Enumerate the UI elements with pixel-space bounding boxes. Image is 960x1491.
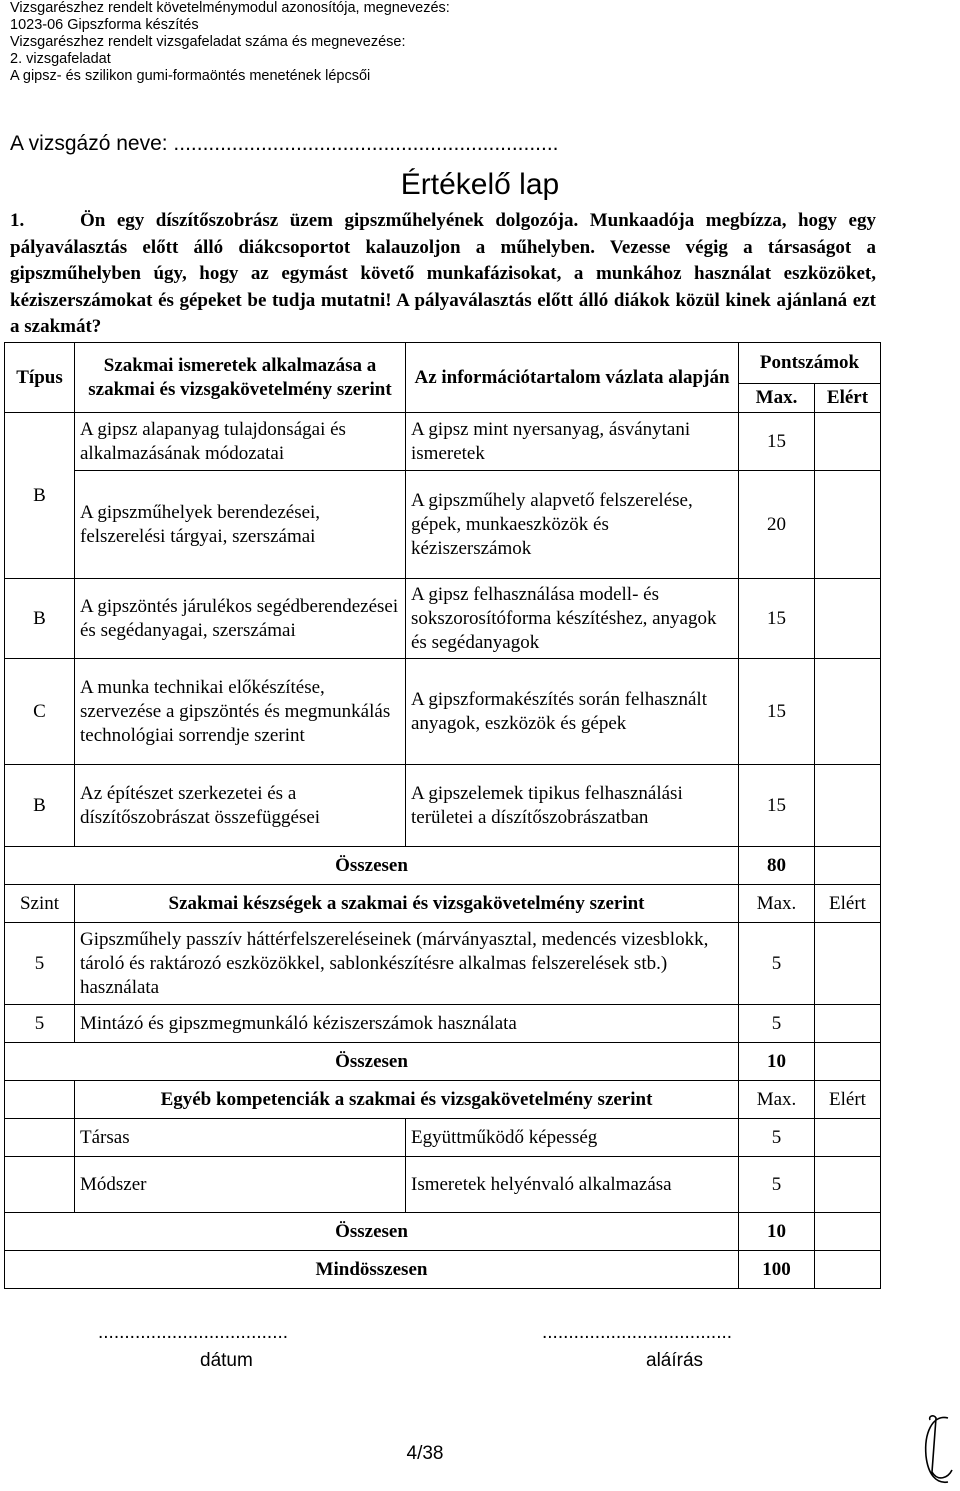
header-line: A gipsz- és szilikon gumi-formaöntés menetének lépcsői <box>10 68 371 84</box>
type-cell: C <box>5 659 75 765</box>
subtotal-achieved[interactable] <box>815 1213 881 1251</box>
empty-cell <box>5 1157 75 1213</box>
achieved-cell[interactable] <box>815 579 881 659</box>
skill-cell: Gipszműhely passzív háttérfelszereléseinek (márványasztal, medencés vizesblokk, tároló és raktározó eszközökkel, sablonkészítésre alkalmas felszerelések stb.) használata <box>75 923 739 1005</box>
table-row <box>5 1119 881 1157</box>
table-row <box>5 579 881 659</box>
type-cell: B <box>5 579 75 659</box>
other-header-row <box>5 1081 881 1119</box>
achieved-cell[interactable] <box>815 471 881 579</box>
other-header: Egyéb kompetenciák a szakmai és vizsgakövetelmény szerint <box>75 1081 739 1119</box>
info-header: Az információtartalom vázlata alapján <box>406 343 739 413</box>
table-row <box>5 765 881 847</box>
category-cell: Társas <box>75 1119 406 1157</box>
skill-cell: Mintázó és gipszmegmunkáló kéziszerszámok használata <box>75 1005 739 1043</box>
type-cell: B <box>5 765 75 847</box>
subtotal-max: 10 <box>739 1213 815 1251</box>
subtotal-achieved[interactable] <box>815 847 881 885</box>
table-row <box>5 413 881 471</box>
skills-header-row <box>5 885 881 923</box>
info-cell: A gipszformakészítés során felhasznált anyagok, eszközök és gépek <box>406 659 739 765</box>
grand-total-max: 100 <box>739 1251 815 1289</box>
max-cell: 5 <box>739 1005 815 1043</box>
achieved-cell[interactable] <box>815 1119 881 1157</box>
page-number: 4/38 <box>406 1443 444 1464</box>
table-header-row <box>5 343 881 384</box>
header-line: Vizsgarészhez rendelt vizsgafeladat száma és megnevezése: <box>10 34 406 50</box>
subtotal-max: 80 <box>739 847 815 885</box>
table-row <box>5 471 881 579</box>
competence-cell: Együttműködő képesség <box>406 1119 739 1157</box>
max-cell: 5 <box>739 923 815 1005</box>
subtotal-label: Összesen <box>5 847 739 885</box>
document-header <box>10 0 450 85</box>
achieved-cell[interactable] <box>815 413 881 471</box>
evaluation-table <box>4 342 881 1289</box>
subtotal-label: Összesen <box>5 1213 739 1251</box>
achieved-header: Elért <box>815 384 881 413</box>
skills-header: Szakmai készségek a szakmai és vizsgakövetelmény szerint <box>75 885 739 923</box>
category-cell: Módszer <box>75 1157 406 1213</box>
subtotal-row <box>5 1213 881 1251</box>
max-cell: 5 <box>739 1157 815 1213</box>
info-cell: A gipsz felhasználása modell- és sokszorosítóforma készítéshez, anyagok és segédanyagok <box>406 579 739 659</box>
knowledge-header: Szakmai ismeretek alkalmazása a szakmai és vizsgakövetelmény szerint <box>75 343 406 413</box>
max-cell: 5 <box>739 1119 815 1157</box>
points-header: Pontszámok <box>739 343 881 384</box>
achieved-cell[interactable] <box>815 765 881 847</box>
info-cell: A gipszelemek tipikus felhasználási területei a díszítőszobrászatban <box>406 765 739 847</box>
max-cell: 15 <box>739 579 815 659</box>
max-cell: 15 <box>739 659 815 765</box>
info-cell: A gipszműhely alapvető felszerelése, gépek, munkaeszközök és kéziszerszámok <box>406 471 739 579</box>
knowledge-cell: Az építészet szerkezetei és a díszítőszobrászat összefüggései <box>75 765 406 847</box>
grand-total-achieved[interactable] <box>815 1251 881 1289</box>
table-row <box>5 1157 881 1213</box>
subtotal-label: Összesen <box>5 1043 739 1081</box>
header-line: 2. vizsgafeladat <box>10 51 111 67</box>
achieved-header: Elért <box>815 1081 881 1119</box>
subtotal-row <box>5 847 881 885</box>
type-cell: B <box>5 413 75 579</box>
date-line: .................................... <box>98 1322 289 1343</box>
type-header: Típus <box>5 343 75 413</box>
grand-total-row <box>5 1251 881 1289</box>
achieved-cell[interactable] <box>815 923 881 1005</box>
empty-cell <box>5 1119 75 1157</box>
max-header: Max. <box>739 885 815 923</box>
table-row <box>5 923 881 1005</box>
table-row <box>5 1005 881 1043</box>
knowledge-cell: A gipszműhelyek berendezései, felszerelési tárgyai, szerszámai <box>75 471 406 579</box>
max-header: Max. <box>739 1081 815 1119</box>
page-title: Értékelő lap <box>400 168 560 201</box>
date-label: dátum <box>200 1350 253 1371</box>
max-cell: 15 <box>739 765 815 847</box>
achieved-cell[interactable] <box>815 659 881 765</box>
achieved-cell[interactable] <box>815 1157 881 1213</box>
task-description <box>10 208 876 341</box>
level-header: Szint <box>5 885 75 923</box>
max-cell: 15 <box>739 413 815 471</box>
knowledge-cell: A munka technikai előkészítése, szervezése a gipszöntés és megmunkálás technológiai sorrendje szerint <box>75 659 406 765</box>
signature-label: aláírás <box>646 1350 704 1371</box>
knowledge-cell: A gipsz alapanyag tulajdonságai és alkalmazásának módozatai <box>75 413 406 471</box>
empty-cell <box>5 1081 75 1119</box>
candidate-name-field: A vizsgázó neve: .................................................................. <box>10 132 559 155</box>
level-cell: 5 <box>5 1005 75 1043</box>
grand-total-label: Mindösszesen <box>5 1251 739 1289</box>
info-cell: A gipsz mint nyersanyag, ásványtani ismeretek <box>406 413 739 471</box>
table-row <box>5 659 881 765</box>
max-header: Max. <box>739 384 815 413</box>
handwritten-mark <box>918 1412 956 1488</box>
header-line: 1023-06 Gipszforma készítés <box>10 17 199 33</box>
competence-cell: Ismeretek helyénvaló alkalmazása <box>406 1157 739 1213</box>
task-number: 1. <box>10 210 25 231</box>
signature-line: .................................... <box>542 1322 733 1343</box>
subtotal-max: 10 <box>739 1043 815 1081</box>
subtotal-row <box>5 1043 881 1081</box>
task-text: Ön egy díszítőszobrász üzem gipszműhelyének dolgozója. Munkaadója megbízza, hogy egy pályaválasztás előtt álló diákcsoportot kalauzoljon a műhelyben. Vezesse végig a társaságot a gipszműhelyben úgy, hogy az egymást követő munkafázisokat, a munkához használat eszközöket, kéziszerszámokat és gépeket be tudja mutatni! A pályaválasztás előtt álló diákok közül kinek ajánlaná ezt a szakmát? <box>10 210 876 337</box>
subtotal-achieved[interactable] <box>815 1043 881 1081</box>
achieved-cell[interactable] <box>815 1005 881 1043</box>
max-cell: 20 <box>739 471 815 579</box>
level-cell: 5 <box>5 923 75 1005</box>
knowledge-cell: A gipszöntés járulékos segédberendezései és segédanyagai, szerszámai <box>75 579 406 659</box>
achieved-header: Elért <box>815 885 881 923</box>
header-line: Vizsgarészhez rendelt követelménymodul azonosítója, megnevezés: <box>10 0 450 16</box>
